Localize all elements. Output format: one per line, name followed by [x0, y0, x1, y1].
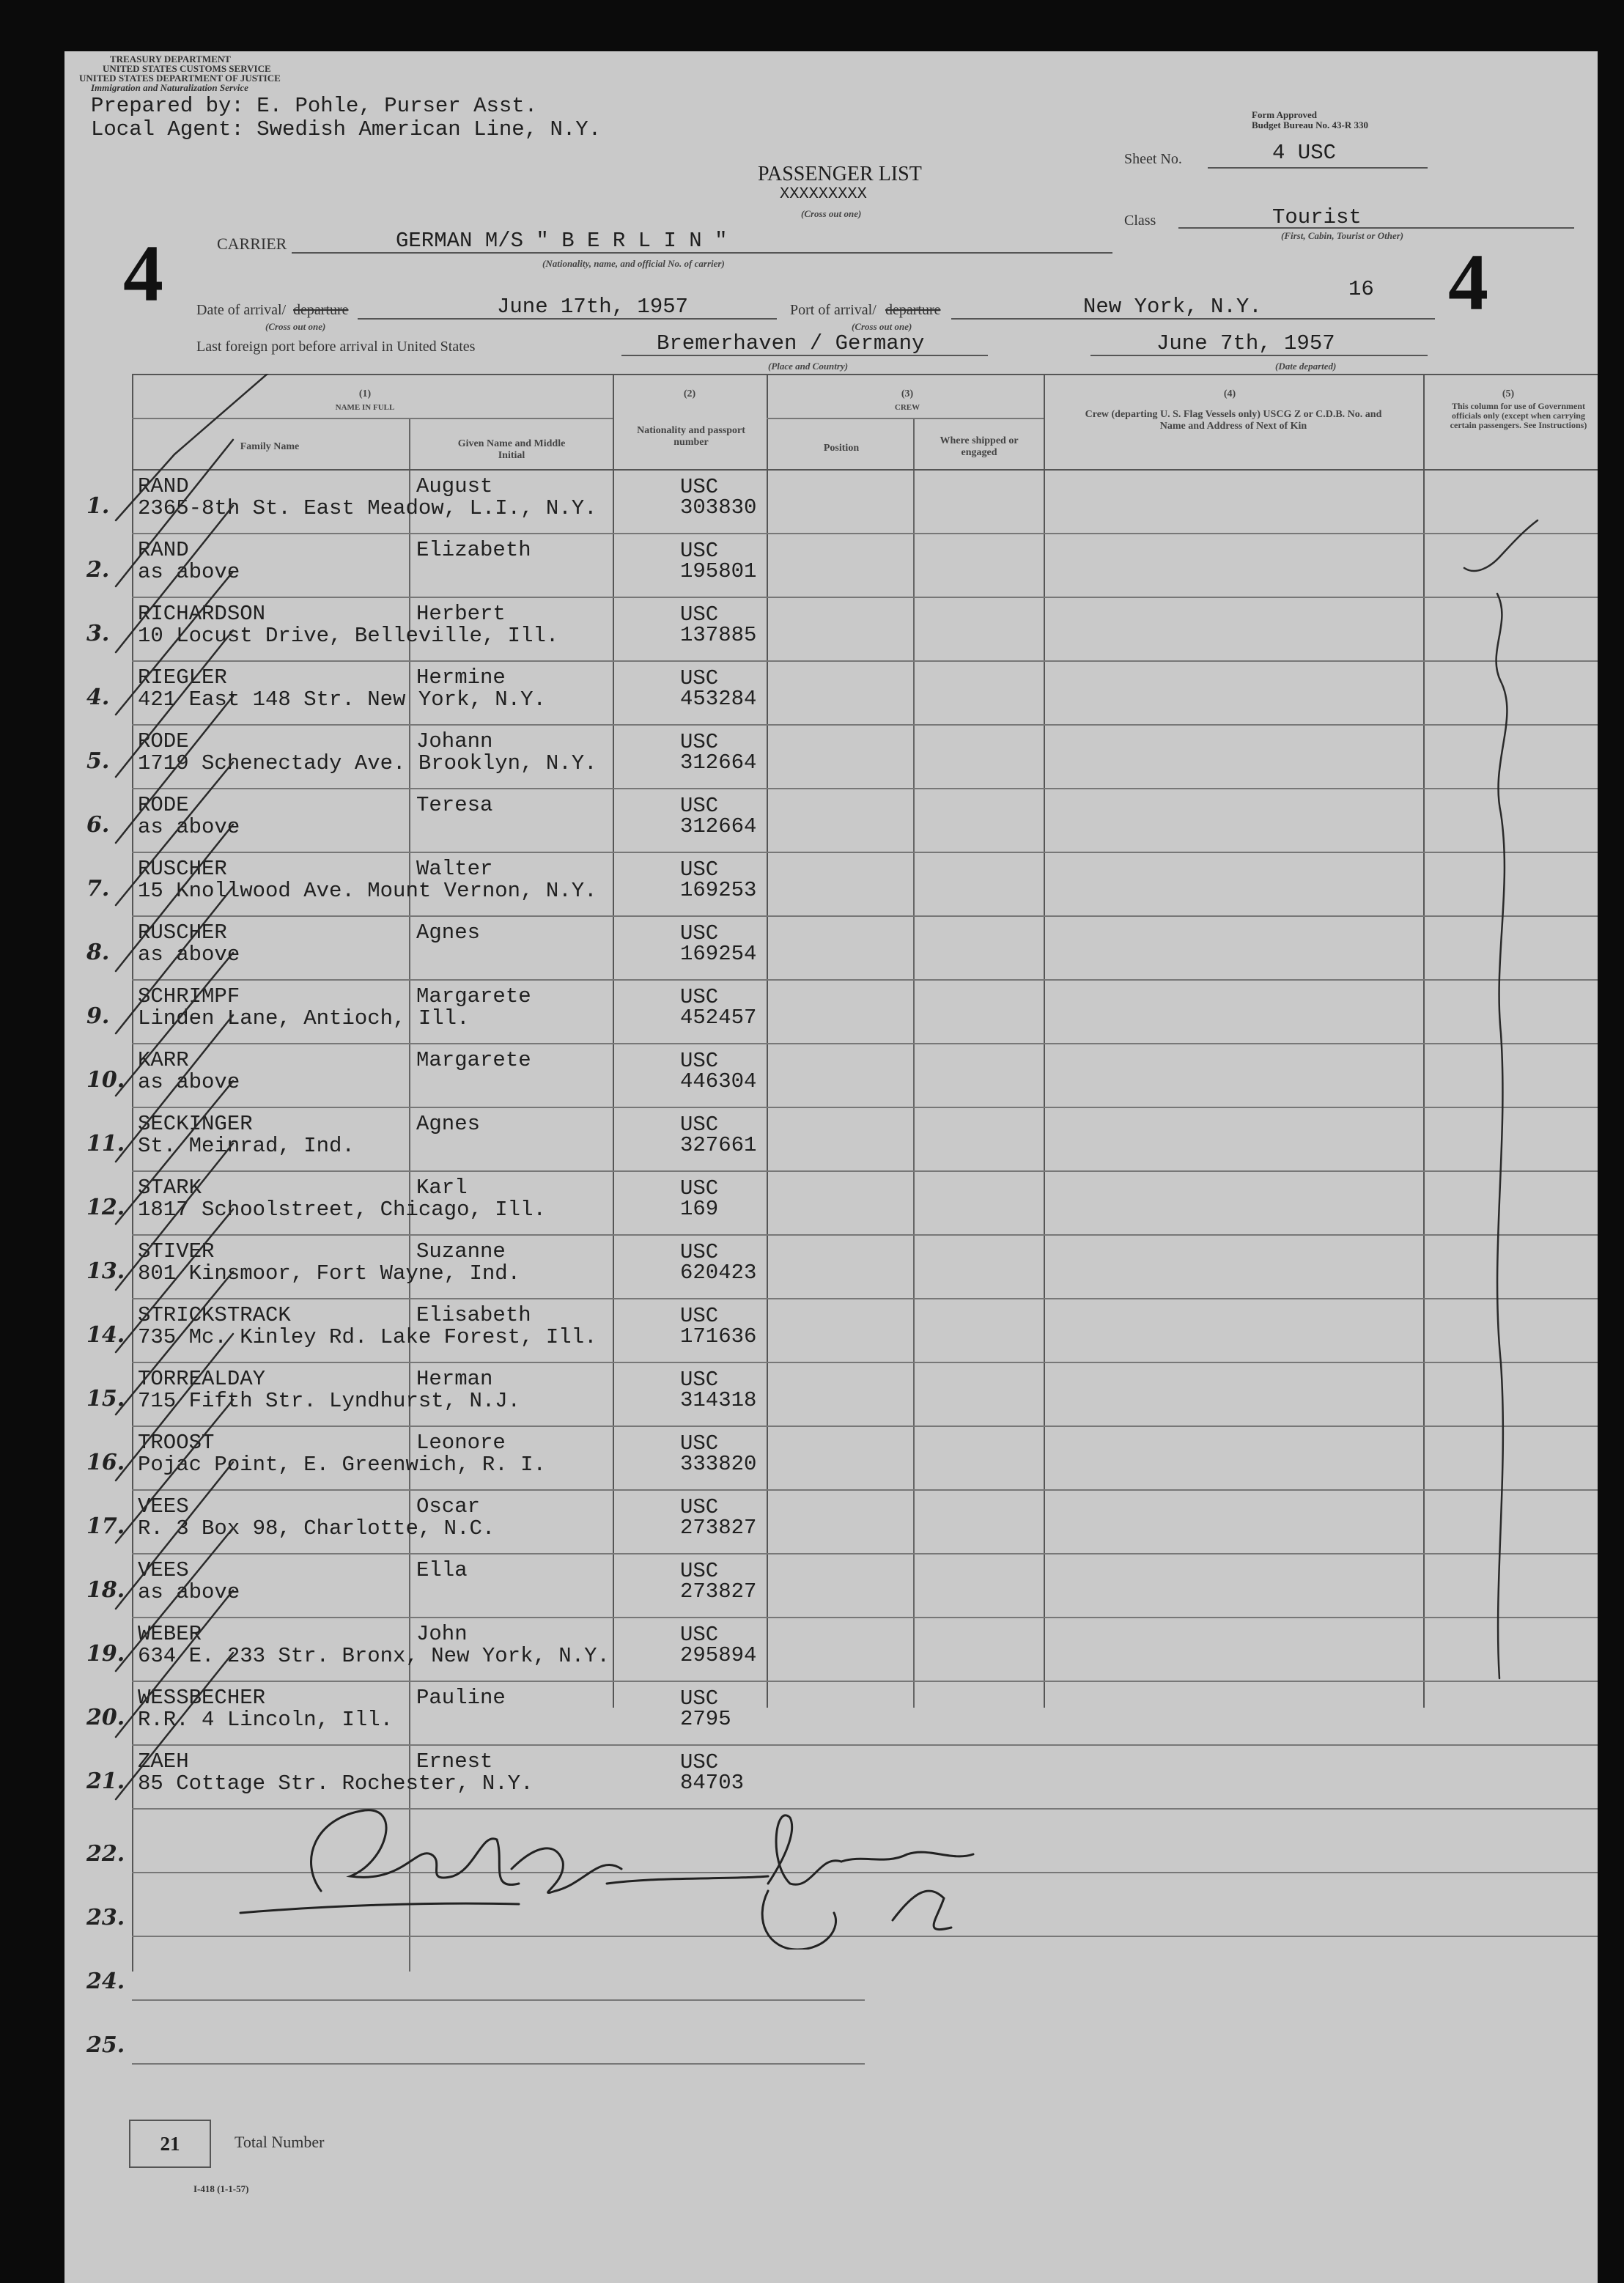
agency-line-2: UNITED STATES CUSTOMS SERVICE [103, 63, 271, 74]
passport-number: 169 [680, 1197, 719, 1221]
address: 10 Locust Drive, Belleville, Ill. [138, 624, 559, 648]
row-number: 9. [86, 1003, 110, 1029]
arrival-struck: departure [293, 302, 349, 318]
given-name: Margarete [416, 1048, 531, 1072]
signature [211, 1771, 1164, 1950]
row-number: 18. [86, 1577, 125, 1603]
given-name: Teresa [416, 793, 493, 817]
given-name: Oscar [416, 1494, 481, 1519]
row-number: 23. [86, 1905, 125, 1930]
col5-title: This column for use of Government officials only (except when carrying certain passengers. See Instructions) [1450, 401, 1587, 430]
address: as above [138, 943, 240, 967]
family-name: STARK [138, 1176, 202, 1200]
row-number: 8. [86, 940, 110, 965]
passport-number: 452457 [680, 1006, 757, 1030]
family-name: ZAEH [138, 1749, 189, 1774]
sheet-label: Sheet No. [1124, 151, 1182, 167]
given-name: Johann [416, 729, 493, 753]
given-name: Walter [416, 857, 493, 881]
port-value: New York, N.Y. [1083, 295, 1262, 319]
col2-num: (2) [683, 388, 696, 399]
carrier-label: CARRIER [217, 235, 287, 253]
family-name: RODE [138, 793, 189, 817]
passport-number: 2795 [680, 1707, 731, 1731]
family-name: SECKINGER [138, 1112, 253, 1136]
carrier-caption: (Nationality, name, and official No. of carrier) [542, 258, 725, 269]
given-name: Ella [416, 1558, 468, 1582]
address: 1817 Schoolstreet, Chicago, Ill. [138, 1198, 546, 1222]
row-number: 20. [86, 1705, 125, 1730]
row-number: 22. [86, 1841, 125, 1867]
passport-number: 295894 [680, 1643, 757, 1667]
row-number: 4. [86, 685, 110, 710]
row-number: 16. [86, 1450, 125, 1475]
given-name: Herbert [416, 602, 506, 626]
row-number: 2. [86, 557, 110, 583]
foreign-port-value: Bremerhaven / Germany [657, 331, 925, 355]
arrival-value: June 17th, 1957 [497, 295, 689, 319]
passport-number: 169254 [680, 942, 757, 966]
given-name: August [416, 474, 493, 498]
form-number: I-418 (1-1-57) [193, 2183, 249, 2194]
family-name: RUSCHER [138, 857, 227, 881]
given-name: Elizabeth [416, 538, 531, 562]
nationality: USC [680, 857, 719, 882]
address: as above [138, 560, 240, 584]
col1-given: Given Name and Middle Initial [457, 438, 566, 461]
given-name: Elisabeth [416, 1303, 531, 1327]
passport-number: 446304 [680, 1069, 757, 1093]
passport-number: 312664 [680, 814, 757, 838]
departed-caption: (Date departed) [1275, 361, 1337, 372]
nationality: USC [680, 1368, 719, 1392]
big-number-left: 4 [123, 229, 163, 318]
agency-line-3: UNITED STATES DEPARTMENT OF JUSTICE [79, 73, 281, 84]
form-title: PASSENGER LIST [758, 163, 922, 185]
address: as above [138, 815, 240, 839]
nationality: USC [680, 1113, 719, 1137]
passport-number: 137885 [680, 623, 757, 647]
nationality: USC [680, 1304, 719, 1328]
family-name: STRICKSTRACK [138, 1303, 291, 1327]
carrier-value: GERMAN M/S " B E R L I N " [396, 229, 728, 253]
arrival-caption: (Cross out one) [265, 321, 326, 332]
nationality: USC [680, 1240, 719, 1264]
port-struck: departure [885, 302, 941, 318]
row-number: 14. [86, 1322, 125, 1348]
col3-num: (3) [901, 388, 914, 399]
address: R. 3 Box 98, Charlotte, N.C. [138, 1516, 495, 1541]
passenger-list-sheet [64, 51, 1598, 2283]
address: 421 East 148 Str. New York, N.Y. [138, 687, 546, 712]
class-label: Class [1124, 213, 1156, 229]
address: R.R. 4 Lincoln, Ill. [138, 1708, 394, 1732]
nationality: USC [680, 921, 719, 945]
col3-title: CREW [894, 403, 920, 412]
nationality: USC [680, 794, 719, 818]
agency-line-1: TREASURY DEPARTMENT [110, 54, 231, 64]
nationality: USC [680, 475, 719, 499]
row-number: 7. [86, 876, 110, 901]
family-name: STIVER [138, 1239, 215, 1264]
col3-shipped: Where shipped or engaged [940, 435, 1019, 458]
given-name: Pauline [416, 1686, 506, 1710]
family-name: RODE [138, 729, 189, 753]
nationality: USC [680, 602, 719, 627]
big-number-right: 4 [1448, 237, 1488, 327]
family-name: TORREALDAY [138, 1367, 266, 1391]
row-number: 1. [86, 493, 110, 519]
foreign-port-caption: (Place and Country) [768, 361, 849, 372]
address: 735 Mc. Kinley Rd. Lake Forest, Ill. [138, 1325, 597, 1349]
nationality: USC [680, 730, 719, 754]
class-caption: (First, Cabin, Tourist or Other) [1281, 230, 1404, 241]
address: 15 Knollwood Ave. Mount Vernon, N.Y. [138, 879, 597, 903]
passport-number: 327661 [680, 1133, 757, 1157]
col5-num: (5) [1502, 388, 1515, 399]
row-number: 19. [86, 1641, 125, 1667]
row-number: 3. [86, 621, 110, 646]
family-name: WESSBECHER [138, 1686, 266, 1710]
given-name: Margarete [416, 984, 531, 1008]
port-caption: (Cross out one) [852, 321, 912, 332]
row-number: 12. [86, 1195, 125, 1220]
arrival-label: Date of arrival/ [196, 302, 287, 318]
row-number: 15. [86, 1386, 125, 1412]
col1-family: Family Name [240, 441, 300, 452]
passport-number: 171636 [680, 1324, 757, 1349]
given-name: Agnes [416, 1112, 481, 1136]
address: 801 Kinsmoor, Fort Wayne, Ind. [138, 1261, 521, 1286]
passport-number: 303830 [680, 495, 757, 520]
local-agent: Local Agent: Swedish American Line, N.Y. [91, 117, 602, 141]
row-number: 13. [86, 1258, 125, 1284]
given-name: Ernest [416, 1749, 493, 1774]
nationality: USC [680, 1495, 719, 1519]
port-label: Port of arrival/ [790, 302, 876, 318]
row-number: 10. [86, 1067, 125, 1093]
address: 634 E. 233 Str. Bronx, New York, N.Y. [138, 1644, 610, 1668]
family-name: TROOST [138, 1431, 215, 1455]
col1-title: NAME IN FULL [335, 403, 395, 412]
col4-title: Crew (departing U. S. Flag Vessels only) USCG Z or C.D.B. No. and Name and Address of Next of Kin [1085, 409, 1382, 432]
address: 715 Fifth Str. Lyndhurst, N.J. [138, 1389, 521, 1413]
col1-num: (1) [358, 388, 372, 399]
nationality: USC [680, 1559, 719, 1583]
passport-number: 620423 [680, 1261, 757, 1285]
nationality: USC [680, 1176, 719, 1200]
nationality: USC [680, 1686, 719, 1711]
given-name: Hermine [416, 665, 506, 690]
total-number-label: Total Number [235, 2133, 325, 2151]
departed-value: June 7th, 1957 [1156, 331, 1335, 355]
family-name: RUSCHER [138, 921, 227, 945]
budget-line-1: Form Approved [1252, 109, 1317, 120]
given-name: Karl [416, 1176, 468, 1200]
nationality: USC [680, 666, 719, 690]
form-title-struck: XXXXXXXXX [780, 185, 867, 203]
passport-number: 169253 [680, 878, 757, 902]
form-title-caption: (Cross out one) [801, 208, 862, 219]
row-number: 17. [86, 1513, 125, 1539]
passport-number: 273827 [680, 1579, 757, 1604]
nationality: USC [680, 1049, 719, 1073]
given-name: Leonore [416, 1431, 506, 1455]
given-name: John [416, 1622, 468, 1646]
agency-line-4: Immigration and Naturalization Service [91, 82, 248, 93]
nationality: USC [680, 1750, 719, 1774]
col2-title: Nationality and passport number [637, 425, 745, 448]
family-name: RAND [138, 474, 189, 498]
col3-position: Position [823, 443, 860, 454]
family-name: RIEGLER [138, 665, 227, 690]
nationality: USC [680, 1623, 719, 1647]
nationality: USC [680, 1431, 719, 1456]
family-name: SCHRIMPF [138, 984, 240, 1008]
passport-number: 195801 [680, 559, 757, 583]
total-number-box: 21 [129, 2120, 211, 2168]
row-number: 21. [86, 1769, 125, 1794]
given-name: Agnes [416, 921, 481, 945]
prepared-by: Prepared by: E. Pohle, Purser Asst. [91, 94, 538, 118]
address: as above [138, 1070, 240, 1094]
family-name: VEES [138, 1558, 189, 1582]
passport-number: 314318 [680, 1388, 757, 1412]
row-number: 25. [86, 2032, 125, 2058]
class-value: Tourist [1272, 205, 1362, 229]
nationality: USC [680, 539, 719, 563]
passport-number: 312664 [680, 750, 757, 775]
row-number: 24. [86, 1969, 125, 1994]
address: 2365-8th St. East Meadow, L.I., N.Y. [138, 496, 597, 520]
foreign-port-label: Last foreign port before arrival in United States [196, 339, 476, 355]
signature-text [372, 1869, 378, 1870]
address: 1719 Schenectady Ave. Brooklyn, N.Y. [138, 751, 597, 775]
row-number: 11. [86, 1131, 125, 1157]
address: as above [138, 1580, 240, 1604]
budget-line-2: Budget Bureau No. 43-R 330 [1252, 119, 1369, 130]
address: Pojac Point, E. Greenwich, R. I. [138, 1453, 546, 1477]
passport-number: 333820 [680, 1452, 757, 1476]
row-number: 6. [86, 812, 110, 838]
family-name: KARR [138, 1048, 189, 1072]
nationality: USC [680, 985, 719, 1009]
col4-num: (4) [1223, 388, 1236, 399]
family-name: RAND [138, 538, 189, 562]
given-name: Herman [416, 1367, 493, 1391]
passport-number: 273827 [680, 1516, 757, 1540]
address: 85 Cottage Str. Rochester, N.Y. [138, 1771, 534, 1796]
given-name: Suzanne [416, 1239, 506, 1264]
passport-number: 84703 [680, 1771, 745, 1795]
family-name: VEES [138, 1494, 189, 1519]
address: St. Meinrad, Ind. [138, 1134, 355, 1158]
family-name: RICHARDSON [138, 602, 266, 626]
address: Linden Lane, Antioch, Ill. [138, 1006, 470, 1030]
family-name: WEBER [138, 1622, 202, 1646]
sheet-value: 4 USC [1272, 141, 1337, 165]
passport-number: 453284 [680, 687, 757, 711]
row-number: 5. [86, 748, 110, 774]
handwritten-check-marks [64, 374, 1598, 1840]
page-number: 16 [1348, 277, 1374, 301]
